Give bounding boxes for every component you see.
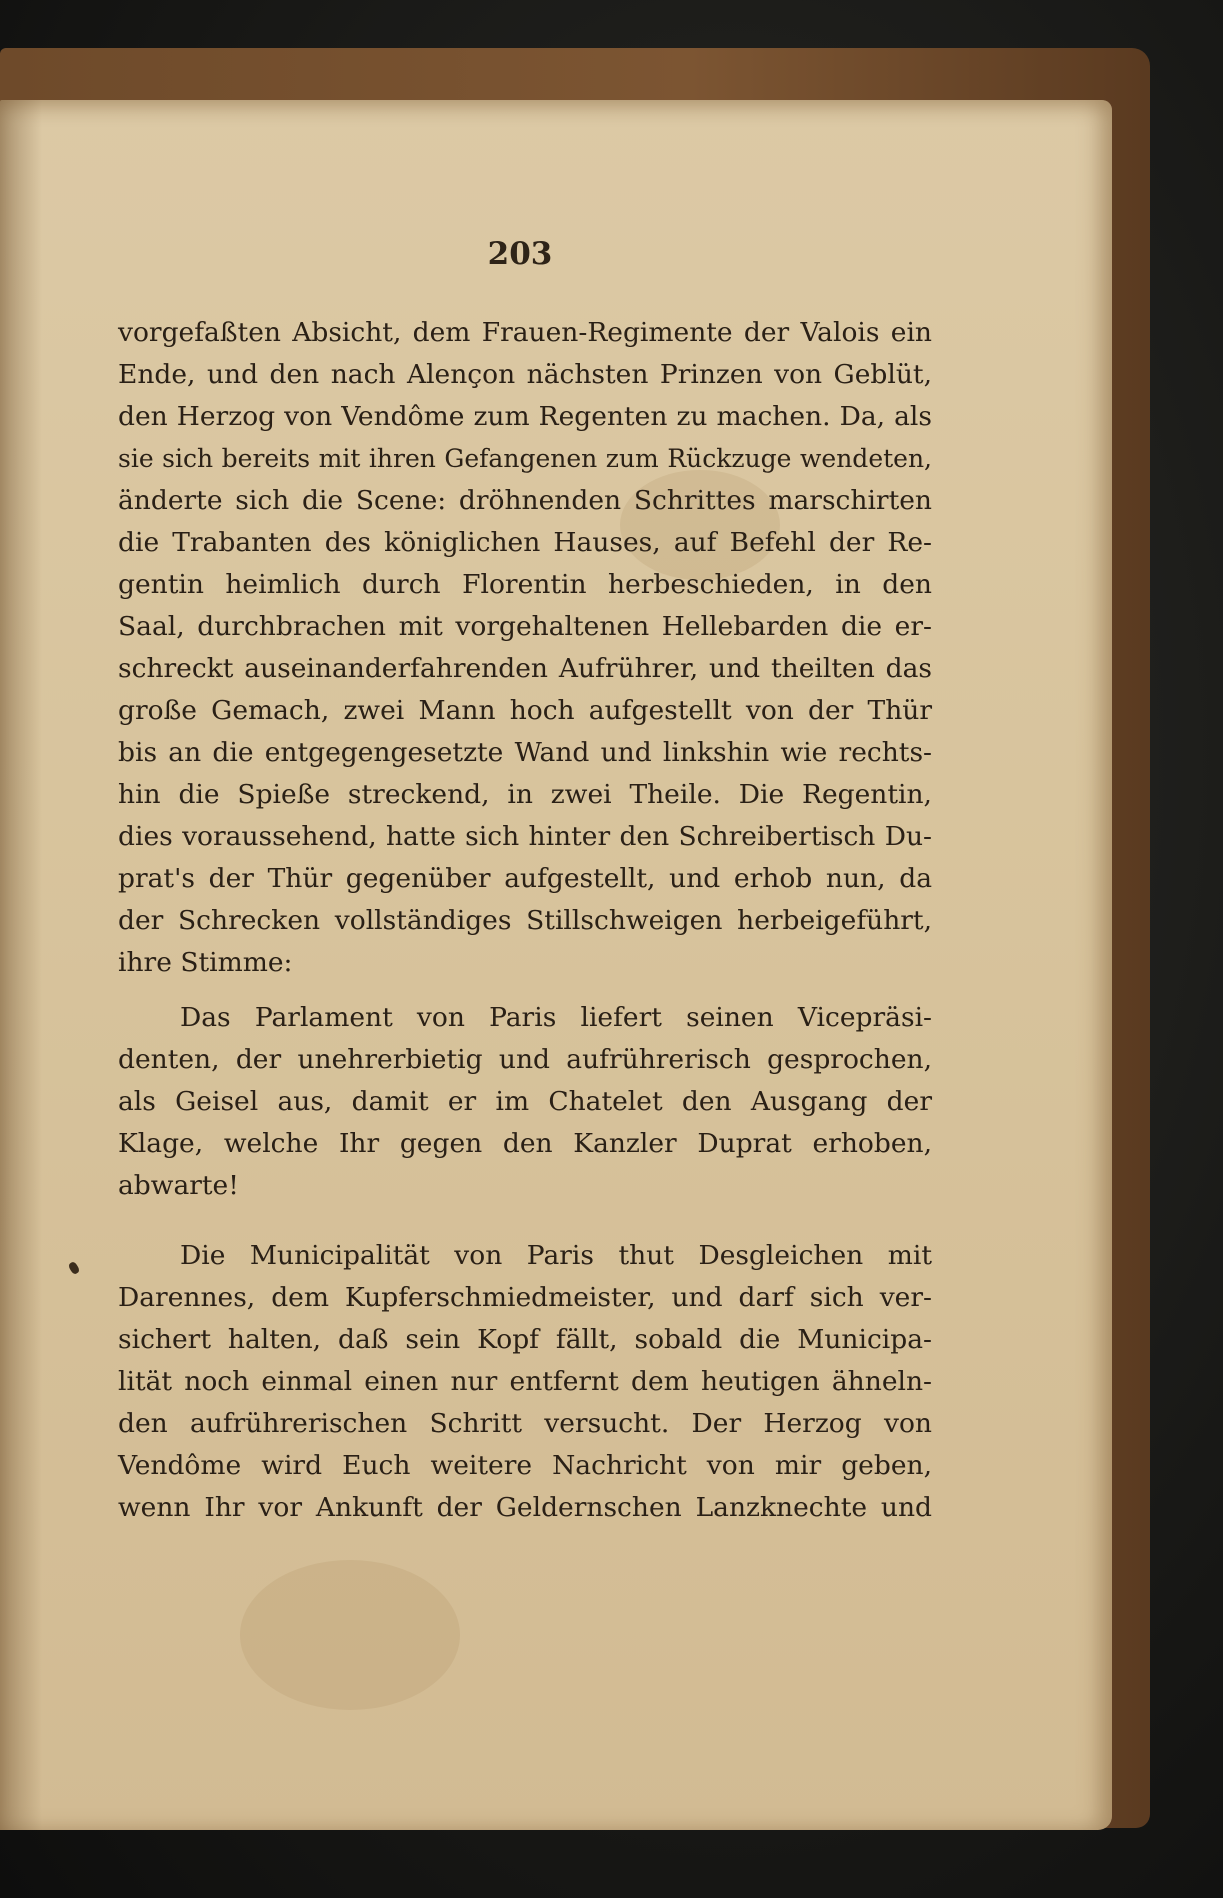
text-line: Ende, und den nach Alençon nächsten Prinzen von Geblüt, xyxy=(118,359,932,390)
text-line: wenn Ihr vor Ankunft der Geldernschen Lanzknechte und xyxy=(118,1492,932,1523)
text-line: sichert halten, daß sein Kopf fällt, sobald die Municipa- xyxy=(118,1324,932,1355)
text-line: prat's der Thür gegenüber aufgestellt, und erhob nun, da xyxy=(118,863,932,894)
text-line: lität noch einmal einen nur entfernt dem heutigen ähneln- xyxy=(118,1366,932,1397)
text-line: dies voraussehend, hatte sich hinter den Schreibertisch Du- xyxy=(118,821,932,852)
paragraph xyxy=(118,997,932,1207)
text-line: ihre Stimme: xyxy=(118,947,293,978)
text-line: Klage, welche Ihr gegen den Kanzler Duprat erhoben, xyxy=(118,1128,932,1159)
text-line: gentin heimlich durch Florentin herbeschieden, in den xyxy=(118,569,932,600)
text-line: der Schrecken vollständiges Stillschweigen herbeigeführt, xyxy=(118,905,932,936)
paragraph xyxy=(118,312,932,984)
paragraph xyxy=(118,1235,932,1529)
paragraph-gap xyxy=(118,1207,932,1235)
text-line: als Geisel aus, damit er im Chatelet den Ausgang der xyxy=(118,1086,932,1117)
text-line: änderte sich die Scene: dröhnenden Schrittes marschirten xyxy=(118,485,932,516)
text-line: den Herzog von Vendôme zum Regenten zu machen. Da, als xyxy=(118,401,932,432)
text-line: Darennes, dem Kupferschmiedmeister, und darf sich ver- xyxy=(118,1282,932,1313)
page-number: 203 xyxy=(487,236,553,272)
text-line: den aufrührerischen Schritt versucht. Der Herzog von xyxy=(118,1408,932,1439)
text-line: Saal, durchbrachen mit vorgehaltenen Hellebarden die er- xyxy=(118,611,932,642)
text-line: hin die Spieße streckend, in zwei Theile. Die Regentin, xyxy=(118,779,932,810)
text-line: Vendôme wird Euch weitere Nachricht von mir geben, xyxy=(118,1450,932,1481)
paragraph-gap xyxy=(118,984,932,997)
text-line: Das Parlament von Paris liefert seinen Vicepräsi- xyxy=(180,1002,932,1033)
page-text xyxy=(118,312,932,1529)
page-gutter-shadow xyxy=(0,100,42,1830)
text-line: schreckt auseinanderfahrenden Aufrührer, und theilten das xyxy=(118,653,932,684)
text-line: die Trabanten des königlichen Hauses, auf Befehl der Re- xyxy=(118,527,932,558)
text-line: denten, der unehrerbietig und aufrührerisch gesprochen, xyxy=(118,1044,932,1075)
text-line: vorgefaßten Absicht, dem Frauen-Regimente der Valois ein xyxy=(118,317,932,348)
text-line: große Gemach, zwei Mann hoch aufgestellt von der Thür xyxy=(118,695,932,726)
text-line: bis an die entgegengesetzte Wand und linkshin wie rechts- xyxy=(118,737,932,768)
paper-stain xyxy=(240,1560,460,1710)
text-line: Die Municipalität von Paris thut Desgleichen mit xyxy=(180,1240,932,1271)
text-line: abwarte! xyxy=(118,1170,239,1201)
text-line: sie sich bereits mit ihren Gefangenen zum Rückzuge wendeten, xyxy=(118,444,932,473)
